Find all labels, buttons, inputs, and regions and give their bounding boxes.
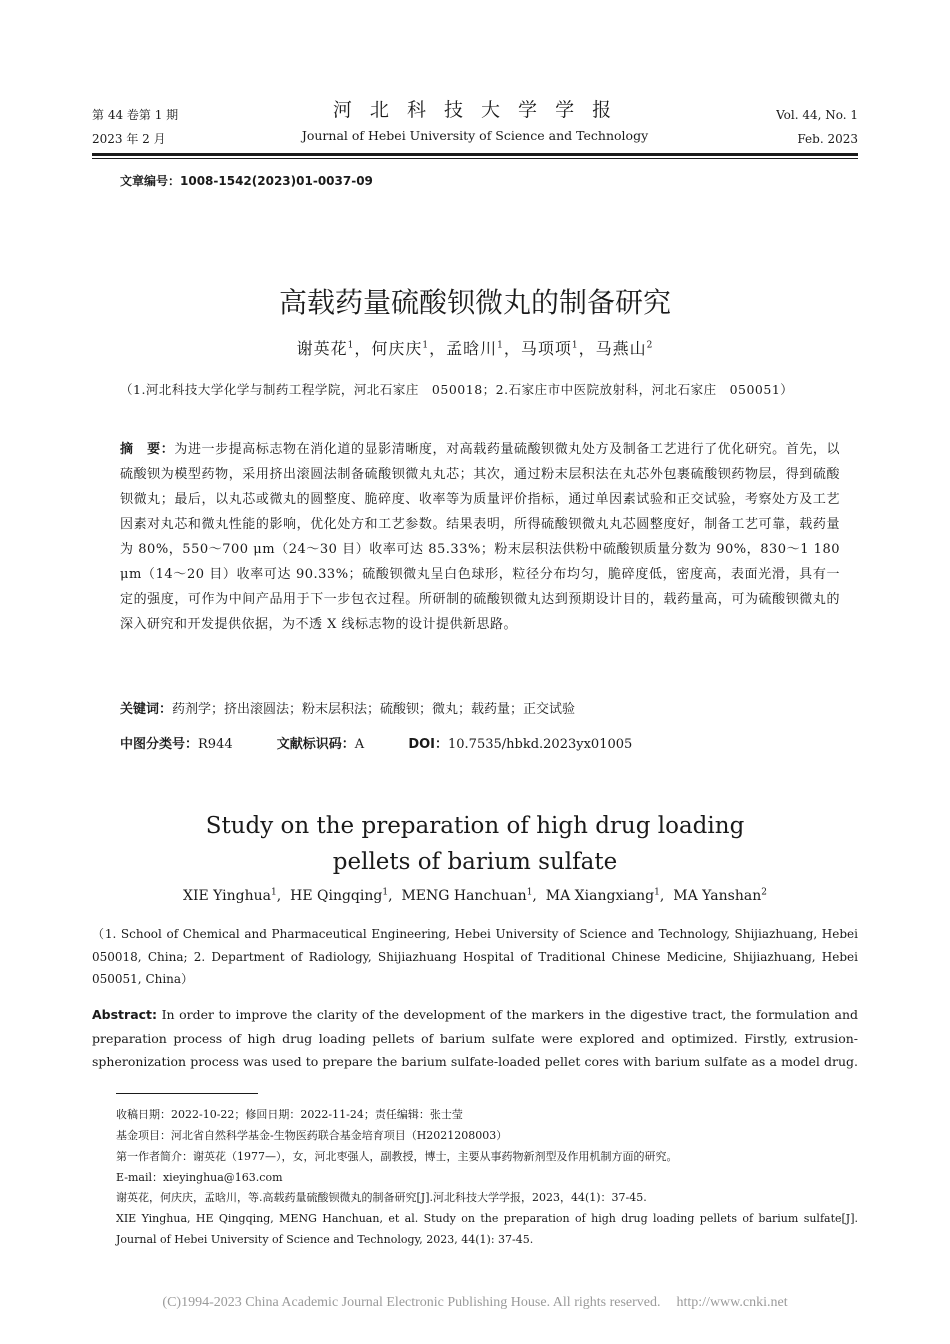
footnote-author-bio: 第一作者简介：谢英花（1977—），女，河北枣强人，副教授，博士，主要从事药物新剂型及作用机制方面的研究。 bbox=[116, 1150, 678, 1163]
author-aff: 1 bbox=[654, 887, 660, 898]
author-en: HE Qingqing bbox=[290, 888, 383, 904]
volume-issue-cn: 第 44 卷第 1 期 bbox=[92, 108, 179, 122]
date-cn: 2023 年 2 月 bbox=[92, 132, 166, 146]
classification-line bbox=[120, 734, 840, 756]
keywords-cn bbox=[120, 699, 840, 721]
doc-code-label: 文献标识码： bbox=[276, 737, 355, 752]
journal-name-en: Journal of Hebei University of Science and Technology bbox=[301, 128, 649, 143]
affiliation-cn: （1.河北科技大学化学与制药工程学院，河北石家庄 050018；2.石家庄市中医院放射科，河北石家庄 050051） bbox=[120, 382, 794, 397]
volume-en: Vol. 44, No. 1 bbox=[776, 108, 858, 122]
clc-label: 中图分类号： bbox=[120, 737, 199, 752]
title-en bbox=[0, 808, 950, 880]
copyright-line bbox=[0, 1295, 950, 1311]
footnote-received: 收稿日期：2022-10-22；修回日期：2022-11-24；责任编辑：张士莹 bbox=[116, 1108, 463, 1121]
abstract-cn bbox=[120, 437, 840, 637]
title-en-line: pellets of barium sulfate bbox=[332, 849, 618, 875]
header-rule-thick bbox=[92, 153, 858, 156]
clc-value: R944 bbox=[198, 737, 233, 752]
author-aff: 1 bbox=[571, 340, 579, 351]
citation bbox=[116, 1187, 858, 1250]
date-en: Feb. 2023 bbox=[797, 132, 858, 146]
author-cn: 何庆庆 bbox=[371, 339, 423, 358]
copyright-text: (C)1994-2023 China Academic Journal Electronic Publishing House. All rights reserved. bbox=[162, 1295, 661, 1310]
author-cn: 孟晗川 bbox=[446, 339, 498, 358]
header-volume bbox=[776, 103, 858, 151]
footnote-rule bbox=[116, 1093, 258, 1094]
author-aff: 1 bbox=[347, 340, 355, 351]
author-aff: 1 bbox=[526, 887, 533, 898]
author-cn: 马燕山 bbox=[595, 339, 647, 358]
keywords-text: 药剂学；挤出滚圆法；粉末层积法；硫酸钡；微丸；载药量；正交试验 bbox=[172, 702, 576, 717]
abstract-cn-text: 为进一步提高标志物在消化道的显影清晰度，对高载药量硫酸钡微丸处方及制备工艺进行了优化研究。首先，以硫酸钡为模型药物，采用挤出滚圆法制备硫酸钡微丸丸芯；其次，通过粉末层积法在丸芯外包裹硫酸钡药物层，得到硫酸钡微丸；最后，以丸芯或微丸的圆整度、脆碎度、收率等为质量评价指标，通过单因素试验和正交试验，考察处方及工艺因素对丸芯和微丸性能的影响，优化处方和工艺参数。结果表明，所得硫酸钡微丸丸芯圆整度好，制备工艺可靠，载药量为 80%，550～700 μm（24～30 目）收率可达 85.33%；粉末层积法供粉中硫酸钡质量分数为 90%，830～1 180 μm（14～20 目）收率可达 90.33%；硫酸钡微丸呈白色球形，粒径分布均匀，脆碎度低，密度高，表面光滑，具有一定的强度，可作为中间产品用于下一步包衣过程。所研制的硫酸钡微丸达到预期设计目的，载药量高，可为硫酸钡微丸的深入研究和开发提供依据，为不透 X 线标志物的设计提供新思路。 bbox=[120, 442, 840, 632]
footnote-email[interactable]: E-mail：xieyinghua@163.com bbox=[116, 1171, 283, 1184]
journal-name-cn: 河 北 科 技 大 学 学 报 bbox=[332, 99, 618, 121]
doi-label: DOI： bbox=[408, 737, 448, 752]
author-en: XIE Yinghua bbox=[183, 888, 272, 904]
author-aff: 1 bbox=[382, 887, 389, 898]
article-number: 文章编号：1008-1542(2023)01-0037-09 bbox=[120, 174, 373, 188]
abstract-cn-label: 摘 要： bbox=[120, 442, 175, 457]
cnki-link[interactable]: http://www.cnki.net bbox=[676, 1295, 788, 1310]
doc-code-value: A bbox=[354, 737, 365, 752]
author-en: MENG Hanchuan bbox=[401, 888, 527, 904]
author-en: MA Xiangxiang bbox=[545, 888, 655, 904]
header-issue bbox=[92, 103, 178, 151]
authors-en: XIE Yinghua$^1$, HE Qingqing$^1$, MENG Hanchuan$^1$, MA Xiangxiang$^1$, MA Yanshan$^2$ bbox=[183, 887, 767, 904]
footnotes bbox=[116, 1104, 858, 1188]
header-journal bbox=[240, 96, 710, 148]
author-aff: 2 bbox=[761, 887, 767, 898]
header-rule-thin bbox=[92, 158, 858, 159]
author-aff: 2 bbox=[646, 340, 654, 351]
abstract-en-label: Abstract: bbox=[92, 1007, 158, 1022]
abstract-en-text: In order to improve the clarity of the development of the markers in the digestive tract, the formulation and preparation process of high drug loading pellets of barium sulfate were explored and optimized. Firstly, extrusion-spheronization process was used to prepare the barium sulfate-loaded pellet cores with barium sulfate as a model drug. bbox=[92, 1007, 859, 1069]
citation-en: XIE Yinghua, HE Qingqing, MENG Hanchuan, et al. Study on the preparation of high drug loading pellets of barium sulfate[J]. Journal of Hebei University of Science and Technology, 2023, 44(1): 37-45. bbox=[116, 1212, 858, 1246]
author-aff: 1 bbox=[271, 887, 277, 898]
authors-cn: 谢英花$^1$，何庆庆$^1$，孟晗川$^1$，马项项$^1$，马燕山$^2$ bbox=[296, 339, 654, 358]
doi-value[interactable]: 10.7535/hbkd.2023yx01005 bbox=[448, 737, 633, 752]
citation-cn: 谢英花，何庆庆，孟晗川，等.高载药量硫酸钡微丸的制备研究[J].河北科技大学学报，2023，44(1)：37-45. bbox=[116, 1191, 647, 1204]
author-cn: 谢英花 bbox=[296, 339, 348, 358]
author-aff: 1 bbox=[422, 340, 430, 351]
title-en-line: Study on the preparation of high drug loading bbox=[205, 813, 745, 839]
author-cn: 马项项 bbox=[520, 339, 572, 358]
title-cn: 高载药量硫酸钡微丸的制备研究 bbox=[278, 286, 671, 319]
keywords-label: 关键词： bbox=[120, 702, 173, 717]
author-aff: 1 bbox=[497, 340, 504, 351]
author-en: MA Yanshan bbox=[673, 888, 762, 904]
affiliation-en: （1. School of Chemical and Pharmaceutical Engineering, Hebei University of Science and Technology, Shijiazhuang, Hebei 050018, China; 2. Department of Radiology, Shijiazhuang Hospital of Traditional Chinese Medicine, Shijiazhuang, Hebei 050051, China） bbox=[92, 927, 858, 986]
footnote-fund: 基金项目：河北省自然科学基金-生物医药联合基金培育项目（H2021208003） bbox=[116, 1129, 508, 1142]
abstract-en bbox=[92, 1003, 858, 1074]
